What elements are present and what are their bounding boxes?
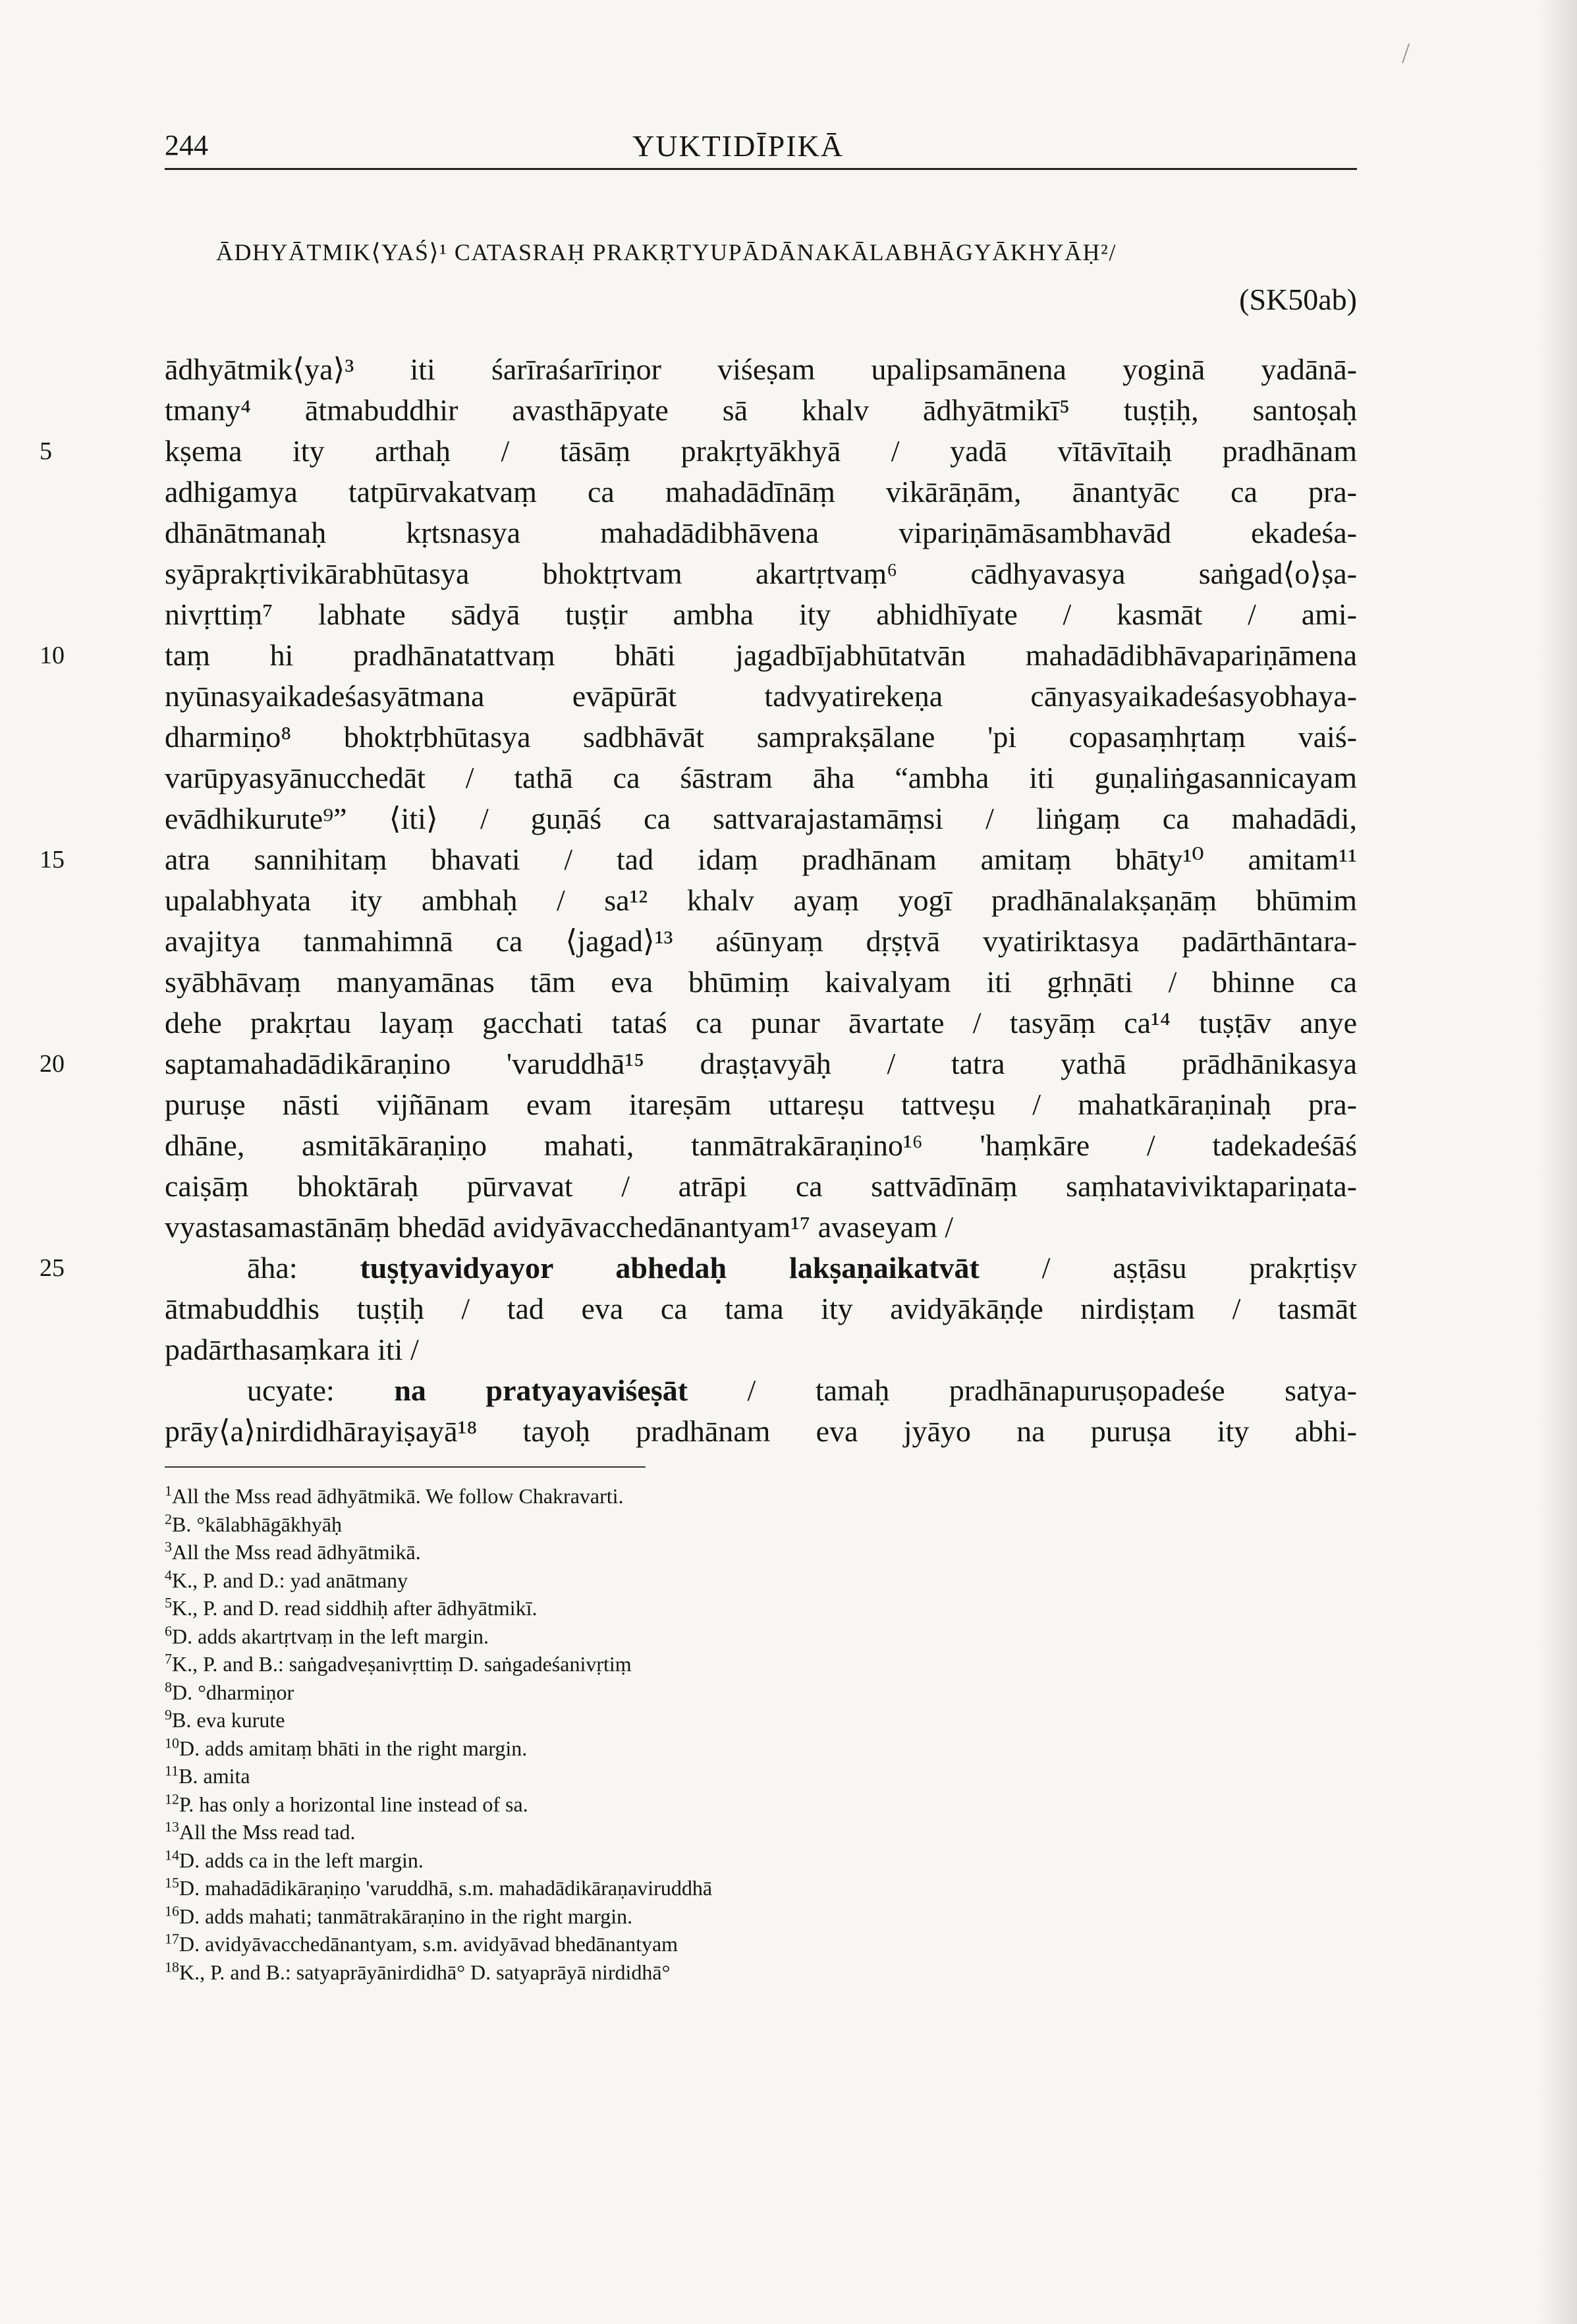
footnote-number: 8 [165, 1678, 172, 1695]
footnote-text: B. °kālabhāgākhyāḥ [172, 1512, 343, 1536]
text-line [165, 1084, 1357, 1125]
footnote [165, 1818, 1357, 1846]
text-line [165, 1207, 1357, 1248]
footnote-number: 12 [165, 1790, 179, 1807]
margin-mark: / [1402, 37, 1410, 69]
line-text: syābhāvaṃ manyamānas tām eva bhūmiṃ kaivalyam iti gṛhṇāti / bhinne ca [165, 965, 1357, 999]
line-text: vyastasamastānāṃ bhedād avidyāvacchedānantyam¹⁷ avaseyam / [165, 1210, 954, 1244]
footnote-text: K., P. and B.: saṅgadveṣanivṛttiṃ D. saṅgadeśanivṛtiṃ [172, 1652, 632, 1676]
line-number: 25 [40, 1254, 65, 1282]
text-line: prāy⟨a⟩nirdidhārayiṣayā¹⁸ tayoḥ pradhānam eva jyāyo na puruṣa ity abhi- [165, 1414, 1357, 1448]
footnote-number: 4 [165, 1566, 172, 1583]
section-heading: ĀDHYĀTMIK⟨YAŚ⟩¹ CATASRAḤ PRAKṚTYUPĀDĀNAKĀLABHĀGYĀKHYĀḤ²/ [216, 239, 1117, 265]
text-line [165, 349, 1357, 390]
footnote [165, 1874, 1357, 1902]
footnote [165, 1566, 1357, 1595]
body-lines [40, 349, 1357, 1248]
running-title: YUKTIDĪPIKĀ [632, 129, 844, 163]
header-rule [165, 168, 1357, 170]
text-line [165, 798, 1357, 839]
commentary-body [40, 349, 1358, 1986]
line-text: caiṣāṃ bhoktāraḥ pūrvavat / atrāpi ca sattvādīnāṃ saṃhataviviktapariṇata- [165, 1169, 1357, 1203]
footnote-text: K., P. and D.: yad anātmany [172, 1568, 408, 1592]
footnote [165, 1958, 1357, 1987]
reply-thesis: na pratyayaviśeṣāt [394, 1373, 688, 1407]
line-text: taṃ hi pradhānatattvaṃ bhāti jagadbījabhūtatvān mahadādibhāvapariṇāmena [165, 638, 1357, 672]
text-line [165, 1166, 1357, 1207]
footnote-number: 18 [165, 1958, 179, 1975]
footnote [165, 1482, 1357, 1510]
footnote [165, 1594, 1357, 1622]
footnote [165, 1622, 1357, 1651]
line-text: avajitya tanmahimnā ca ⟨jagad⟩¹³ aśūnyaṃ dṛṣṭvā vyatiriktasya padārthāntara- [165, 924, 1357, 958]
footnote [165, 1734, 1357, 1763]
line-text: dehe prakṛtau layaṃ gacchati tataś ca punar āvartate / tasyāṃ ca¹⁴ tuṣṭāv anye [165, 1006, 1357, 1039]
footnote-text: D. avidyāvacchedānantyam, s.m. avidyāvad bhedānantyam [179, 1932, 678, 1956]
footnote-number: 10 [165, 1734, 179, 1751]
footnote-number: 2 [165, 1510, 172, 1527]
footnote-number: 9 [165, 1706, 172, 1723]
footnote [165, 1650, 1357, 1678]
footnote-text: D. mahadādikāraṇiṇo 'varuddhā, s.m. mahadādikāraṇaviruddhā [179, 1876, 713, 1900]
line-text: atra sannihitaṃ bhavati / tad idaṃ pradhānam amitaṃ bhāty¹⁰ amitam¹¹ [165, 843, 1357, 876]
line-number: 15 [40, 846, 65, 873]
footnote-number: 3 [165, 1538, 172, 1555]
footnote-number: 5 [165, 1594, 172, 1611]
footnote [165, 1678, 1357, 1707]
footnote-number: 14 [165, 1846, 179, 1863]
line-text: tmany⁴ ātmabuddhir avasthāpyate sā khalv ādhyātmikī⁵ tuṣṭiḥ, santoṣaḥ [165, 393, 1357, 427]
footnote [165, 1930, 1357, 1958]
objection-rest: / aṣṭāsu prakṛtiṣv [1041, 1251, 1358, 1285]
footnote [165, 1538, 1357, 1566]
footnote-number: 6 [165, 1622, 172, 1639]
footnote-text: All the Mss read tad. [179, 1820, 356, 1844]
line-text: ādhyātmik⟨ya⟩³ iti śarīraśarīriṇor viśeṣam upalipsamānena yoginā yadānā- [165, 352, 1357, 386]
line-text: saptamahadādikāraṇino 'varuddhā¹⁵ draṣṭavyāḥ / tatra yathā prādhānikasya [165, 1047, 1357, 1080]
text-line [40, 635, 1357, 676]
footnote-number: 1 [165, 1482, 172, 1499]
line-text: kṣema ity arthaḥ / tāsāṃ prakṛtyākhyā / yadā vītāvītaiḥ pradhānam [165, 434, 1357, 468]
text-line [165, 594, 1357, 635]
text-line [40, 431, 1357, 472]
footnote-text: D. adds amitaṃ bhāti in the right margin. [179, 1736, 528, 1760]
footnote [165, 1510, 1357, 1539]
line-text: evādhikurute⁹” ⟨iti⟩ / guṇāś ca sattvarajastamāṃsi / liṅgaṃ ca mahadādi, [165, 802, 1357, 835]
footnote [165, 1706, 1357, 1734]
line-text: varūpyasyānucchedāt / tathā ca śāstram āha “ambha iti guṇaliṅgasannicayam [165, 761, 1357, 794]
text-line: ātmabuddhis tuṣṭiḥ / tad eva ca tama ity avidyākāṇḍe nirdiṣṭam / tasmāt [165, 1292, 1357, 1325]
text-line [165, 1370, 1357, 1411]
footnote [165, 1762, 1357, 1790]
footnote-rule [165, 1466, 646, 1468]
page-number: 244 [165, 129, 208, 161]
line-number: 20 [40, 1050, 65, 1078]
footnote-number: 11 [165, 1762, 179, 1779]
text-line [165, 1003, 1357, 1043]
footnotes [165, 1482, 1357, 1986]
reply-lead: ucyate: [247, 1373, 335, 1407]
text-line [165, 758, 1357, 798]
footnote-text: D. adds ca in the left margin. [179, 1848, 424, 1872]
objection-thesis: tuṣṭyavidyayor abhedaḥ lakṣaṇaikatvāt [360, 1251, 980, 1285]
karika-reference: (SK50ab) [1239, 283, 1357, 316]
line-text: nyūnasyaikadeśasyātmana evāpūrāt tadvyatirekeṇa cānyasyaikadeśasyobhaya- [165, 679, 1357, 713]
footnote-text: K., P. and D. read siddhiḥ after ādhyātmikī. [172, 1596, 538, 1620]
text-line [165, 962, 1357, 1003]
footnote-text: B. amita [179, 1764, 250, 1788]
text-line [165, 1125, 1357, 1166]
text-line [40, 839, 1357, 880]
footnote-text: B. eva kurute [172, 1708, 285, 1732]
text-line [165, 880, 1357, 921]
footnote-text: K., P. and B.: satyaprāyānirdidhā° D. satyaprāyā nirdidhā° [179, 1960, 671, 1984]
text-line [40, 1248, 1358, 1288]
footnote-number: 13 [165, 1818, 179, 1835]
text-line [165, 921, 1357, 962]
line-text: adhigamya tatpūrvakatvaṃ ca mahadādīnāṃ vikārāṇām, ānantyāc ca pra- [165, 475, 1357, 509]
line-text: syāprakṛtivikārabhūtasya bhoktṛtvam akartṛtvaṃ⁶ cādhyavasya saṅgad⟨o⟩ṣa- [165, 557, 1357, 590]
line-text: puruṣe nāsti vijñānam evam itareṣām uttareṣu tattveṣu / mahatkāraṇinaḥ pra- [165, 1088, 1357, 1121]
line-number: 10 [40, 642, 65, 669]
line-number: 5 [40, 437, 52, 465]
line-text: upalabhyata ity ambhaḥ / sa¹² khalv ayaṃ yogī pradhānalakṣaṇāṃ bhūmim [165, 883, 1357, 917]
line-text: dhānātmanaḥ kṛtsnasya mahadādibhāvena vipariṇāmāsambhavād ekadeśa- [165, 516, 1357, 549]
footnote [165, 1846, 1357, 1875]
scan-shadow [1537, 0, 1577, 2324]
objection-lead: āha: [247, 1251, 298, 1285]
text-line [165, 390, 1357, 431]
line-text: nivṛttiṃ⁷ labhate sādyā tuṣṭir ambha ity abhidhīyate / kasmāt / ami- [165, 597, 1357, 631]
footnote-text: All the Mss read ādhyātmikā. [172, 1540, 421, 1564]
footnote-text: D. adds akartṛtvaṃ in the left margin. [172, 1624, 489, 1648]
text-line [165, 717, 1357, 758]
text-line [165, 676, 1357, 717]
footnote-number: 15 [165, 1874, 179, 1891]
text-line: padārthasaṃkara iti / [165, 1333, 419, 1366]
footnote-text: D. adds mahati; tanmātrakāraṇino in the right margin. [179, 1904, 633, 1928]
text-line [40, 1043, 1357, 1084]
text-line [165, 553, 1357, 594]
footnote-text: P. has only a horizontal line instead of sa. [179, 1792, 528, 1816]
text-line [165, 472, 1357, 512]
footnote-text: D. °dharmiṇor [172, 1680, 294, 1704]
line-text: dhāne, asmitākāraṇiṇo mahati, tanmātrakāraṇino¹⁶ 'haṃkāre / tadekadeśāś [165, 1128, 1357, 1162]
reply-rest: / tamaḥ pradhānapuruṣopadeśe satya- [747, 1373, 1357, 1407]
footnote-text: All the Mss read ādhyātmikā. We follow Chakravarti. [172, 1484, 624, 1508]
line-text: dharmiṇo⁸ bhoktṛbhūtasya sadbhāvāt samprakṣālane 'pi copasaṃhṛtaṃ vaiś- [165, 720, 1357, 754]
footnote-number: 17 [165, 1930, 179, 1947]
footnote [165, 1790, 1357, 1819]
footnote [165, 1902, 1357, 1931]
footnote-number: 16 [165, 1902, 179, 1919]
footnote-number: 7 [165, 1650, 172, 1667]
text-line [165, 512, 1357, 553]
